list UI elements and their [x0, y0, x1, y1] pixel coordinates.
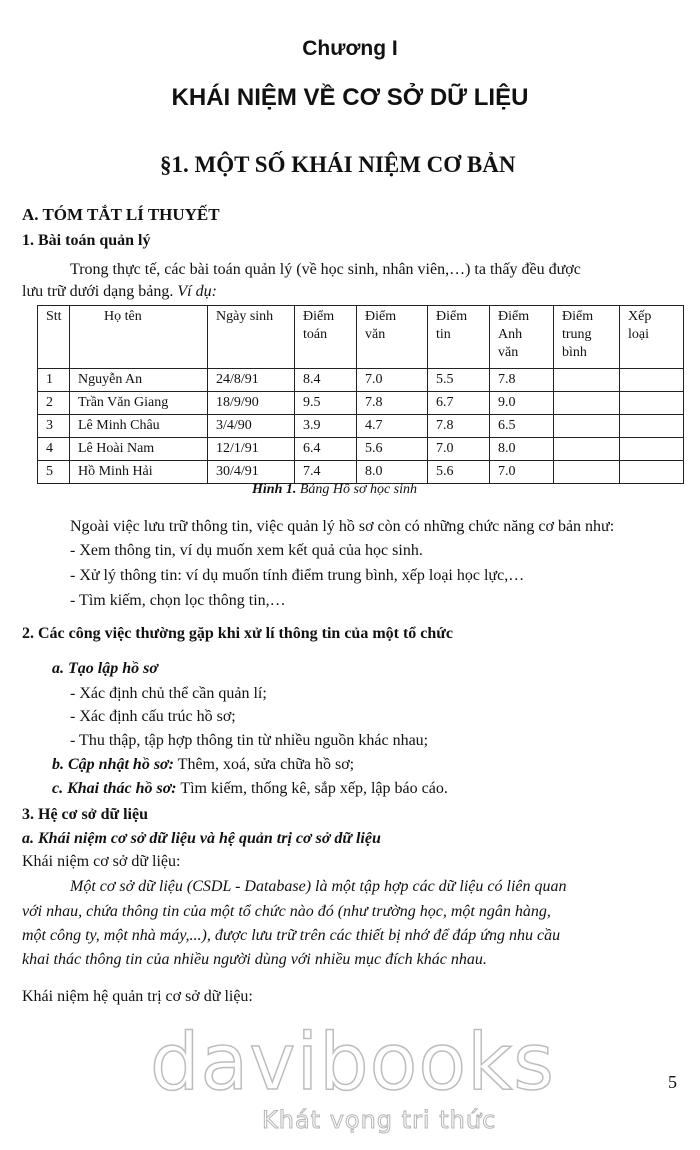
table-header-cell: Điểm tin	[428, 306, 490, 369]
table-cell: 1	[38, 369, 70, 392]
subsection-b-text: Thêm, xoá, sửa chữa hồ sơ;	[177, 756, 355, 773]
table-cell: 6.5	[490, 415, 554, 438]
table-cell: 9.0	[490, 392, 554, 415]
subsection-3a-heading: a. Khái niệm cơ sở dữ liệu và hệ quản trị cơ sở dữ liệu	[22, 830, 381, 847]
table-cell: 7.4	[295, 461, 357, 484]
table-cell: 7.8	[428, 415, 490, 438]
dbms-concept-label: Khái niệm hệ quản trị cơ sở dữ liệu:	[22, 988, 253, 1005]
list-item: - Xem thông tin, ví dụ muốn xem kết quả của học sinh.	[70, 542, 423, 559]
definition-line: với nhau, chứa thông tin của một tổ chức nào đó (như trường học, một ngân hàng,	[22, 903, 551, 920]
table-header-cell: Họ tên	[70, 306, 208, 369]
section-title: §1. MỘT SỐ KHÁI NIỆM CƠ BẢN	[160, 152, 516, 177]
subsection-c	[52, 780, 448, 798]
table-cell: 4	[38, 438, 70, 461]
paragraph-line-2: lưu trữ dưới dạng bảng.	[22, 283, 174, 300]
list-item: - Thu thập, tập hợp thông tin từ nhiều nguồn khác nhau;	[70, 732, 429, 749]
table-cell: 8.4	[295, 369, 357, 392]
subsection-c-text: Tìm kiếm, thống kê, sắp xếp, lập báo cáo.	[180, 780, 448, 797]
table-row	[38, 415, 684, 438]
table-cell	[620, 461, 684, 484]
table-header-cell: Điểm văn	[357, 306, 428, 369]
table-cell: 8.0	[357, 461, 428, 484]
table-cell: 6.7	[428, 392, 490, 415]
subsection-a-label: a. Tạo lập hồ sơ	[52, 660, 158, 677]
section-2-heading: 2. Các công việc thường gặp khi xử lí thông tin của một tổ chức	[22, 625, 454, 642]
table-row	[38, 438, 684, 461]
csdl-concept-label: Khái niệm cơ sở dữ liệu:	[22, 853, 181, 870]
part-a-heading: A. TÓM TẮT LÍ THUYẾT	[22, 205, 220, 224]
list-item: - Xác định chủ thể cần quản lí;	[70, 685, 267, 702]
section-1-heading: 1. Bài toán quản lý	[22, 232, 151, 249]
table-cell: 7.0	[357, 369, 428, 392]
table-cell	[620, 438, 684, 461]
table-cell: 9.5	[295, 392, 357, 415]
table-cell: 5	[38, 461, 70, 484]
figure-caption	[252, 482, 417, 498]
list-item: - Tìm kiếm, chọn lọc thông tin,…	[70, 592, 286, 609]
table-cell: Trần Văn Giang	[70, 392, 208, 415]
table-cell	[620, 369, 684, 392]
chapter-title: KHÁI NIỆM VỀ CƠ SỞ DỮ LIỆU	[171, 84, 529, 111]
definition-line: một công ty, một nhà máy,...), được lưu trữ trên các thiết bị nhớ để đáp ứng nhu cầu	[22, 927, 561, 944]
subsection-c-label: c. Khai thác hồ sơ:	[52, 780, 177, 797]
subsection-b	[52, 756, 354, 774]
table-cell: 4.7	[357, 415, 428, 438]
table-row	[38, 392, 684, 415]
table-cell: 12/1/91	[208, 438, 295, 461]
page-number: 5	[668, 1072, 677, 1092]
functions-intro: Ngoài việc lưu trữ thông tin, việc quản lý hồ sơ còn có những chức năng cơ bản như:	[70, 518, 615, 535]
table-cell: 3.9	[295, 415, 357, 438]
table-header-cell: Stt	[38, 306, 70, 369]
table-cell: Nguyễn An	[70, 369, 208, 392]
watermark-brand: davibooks	[150, 1018, 555, 1108]
table-cell	[554, 415, 620, 438]
table-cell	[554, 438, 620, 461]
table-cell	[620, 415, 684, 438]
table-cell: 7.0	[490, 461, 554, 484]
table-cell	[554, 392, 620, 415]
table-cell: 7.0	[428, 438, 490, 461]
list-item: - Xử lý thông tin: ví dụ muốn tính điểm trung bình, xếp loại học lực,…	[70, 567, 525, 584]
table-header-cell: Điểm trung bình	[554, 306, 620, 369]
table-header-cell: Điểm toán	[295, 306, 357, 369]
table-cell	[554, 369, 620, 392]
caption-text: Bảng Hồ sơ học sinh	[299, 482, 417, 497]
table-cell: 30/4/91	[208, 461, 295, 484]
table-cell: 3/4/90	[208, 415, 295, 438]
table-cell: 8.0	[490, 438, 554, 461]
section-1-paragraph-cont	[22, 283, 217, 301]
definition-line: Một cơ sở dữ liệu (CSDL - Database) là một tập hợp các dữ liệu có liên quan	[70, 878, 567, 895]
table-cell: Lê Minh Châu	[70, 415, 208, 438]
table-cell	[554, 461, 620, 484]
table-cell: Hồ Minh Hải	[70, 461, 208, 484]
table-cell: 2	[38, 392, 70, 415]
table-cell: 7.8	[490, 369, 554, 392]
table-header-cell: Xếp loại	[620, 306, 684, 369]
table-header-cell: Điểm Anh văn	[490, 306, 554, 369]
chapter-label: Chương I	[302, 37, 398, 60]
table-cell: 5.5	[428, 369, 490, 392]
table-cell: 6.4	[295, 438, 357, 461]
table-cell: Lê Hoài Nam	[70, 438, 208, 461]
table-cell	[620, 392, 684, 415]
list-item: - Xác định cấu trúc hồ sơ;	[70, 708, 236, 725]
table-cell: 18/9/90	[208, 392, 295, 415]
table-header-row	[38, 306, 684, 369]
table-cell: 24/8/91	[208, 369, 295, 392]
student-records-table	[37, 305, 684, 484]
caption-label: Hình 1.	[252, 482, 297, 497]
watermark-slogan: Khát vọng tri thức	[262, 1106, 497, 1134]
table-cell: 5.6	[428, 461, 490, 484]
table-cell: 7.8	[357, 392, 428, 415]
table-cell: 5.6	[357, 438, 428, 461]
table-header-cell: Ngày sinh	[208, 306, 295, 369]
subsection-b-label: b. Cập nhật hồ sơ:	[52, 756, 174, 773]
section-1-paragraph: Trong thực tế, các bài toán quản lý (về học sinh, nhân viên,…) ta thấy đều được	[70, 261, 581, 278]
example-label: Ví dụ:	[177, 283, 217, 300]
definition-line: khai thác thông tin của nhiều người dùng với nhiều mục đích khác nhau.	[22, 951, 487, 968]
table-row	[38, 461, 684, 484]
table-cell: 3	[38, 415, 70, 438]
table-row	[38, 369, 684, 392]
section-3-heading: 3. Hệ cơ sở dữ liệu	[22, 806, 148, 823]
